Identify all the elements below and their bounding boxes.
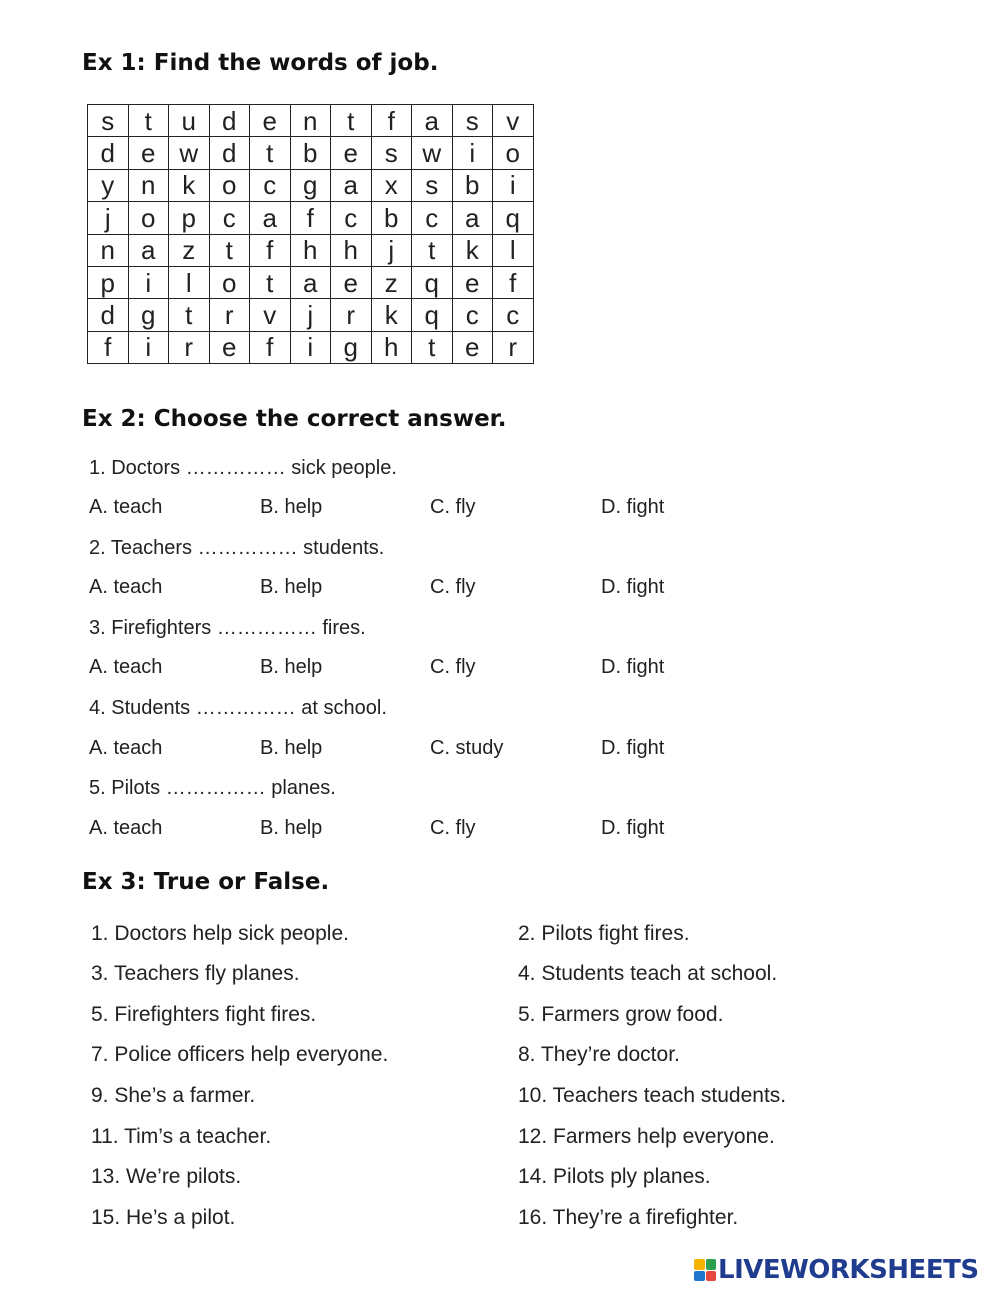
- grid-cell[interactable]: v: [493, 105, 534, 137]
- grid-cell[interactable]: c: [452, 299, 493, 331]
- statement[interactable]: 5. Farmers grow food.: [518, 1003, 724, 1026]
- grid-cell[interactable]: h: [331, 234, 372, 266]
- grid-cell[interactable]: q: [412, 299, 453, 331]
- grid-cell[interactable]: f: [290, 202, 331, 234]
- grid-cell[interactable]: l: [169, 266, 210, 298]
- grid-cell[interactable]: d: [209, 137, 250, 169]
- grid-cell[interactable]: w: [169, 137, 210, 169]
- grid-cell[interactable]: o: [493, 137, 534, 169]
- grid-cell[interactable]: h: [371, 331, 412, 363]
- grid-cell[interactable]: i: [128, 331, 169, 363]
- grid-cell[interactable]: s: [371, 137, 412, 169]
- grid-cell[interactable]: f: [88, 331, 129, 363]
- liveworksheets-logo-icon: [694, 1259, 716, 1281]
- grid-row: [88, 234, 534, 266]
- option-b[interactable]: B. help: [260, 656, 323, 678]
- grid-cell[interactable]: t: [209, 234, 250, 266]
- statement[interactable]: 16. They’re a firefighter.: [518, 1206, 739, 1229]
- grid-cell[interactable]: l: [493, 234, 534, 266]
- grid-cell[interactable]: g: [128, 299, 169, 331]
- grid-cell[interactable]: n: [128, 169, 169, 201]
- logo-square-icon: [694, 1259, 705, 1270]
- grid-cell[interactable]: c: [412, 202, 453, 234]
- grid-cell[interactable]: q: [412, 266, 453, 298]
- logo-square-icon: [706, 1259, 717, 1270]
- grid-cell[interactable]: w: [412, 137, 453, 169]
- question-3: 3. Firefighters …………… fires.: [89, 617, 366, 639]
- liveworksheets-logo: [694, 1254, 990, 1286]
- statement[interactable]: 13. We’re pilots.: [91, 1165, 242, 1188]
- option-a[interactable]: A. teach: [89, 656, 163, 678]
- grid-cell[interactable]: n: [88, 234, 129, 266]
- grid-cell[interactable]: d: [88, 299, 129, 331]
- statement[interactable]: 8. They’re doctor.: [518, 1043, 680, 1066]
- grid-cell[interactable]: z: [371, 266, 412, 298]
- grid-cell[interactable]: a: [452, 202, 493, 234]
- grid-cell[interactable]: b: [290, 137, 331, 169]
- statement[interactable]: 4. Students teach at school.: [518, 962, 778, 985]
- grid-cell[interactable]: b: [452, 169, 493, 201]
- grid-cell[interactable]: i: [290, 331, 331, 363]
- grid-cell[interactable]: t: [412, 331, 453, 363]
- grid-cell[interactable]: o: [209, 266, 250, 298]
- grid-cell[interactable]: p: [169, 202, 210, 234]
- grid-cell[interactable]: y: [88, 169, 129, 201]
- option-d[interactable]: D. fight: [601, 817, 665, 839]
- statement[interactable]: 12. Farmers help everyone.: [518, 1125, 775, 1148]
- grid-cell[interactable]: p: [88, 266, 129, 298]
- grid-cell[interactable]: e: [209, 331, 250, 363]
- grid-row: [88, 331, 534, 363]
- ex3-title: Ex 3: True or False.: [82, 869, 330, 895]
- grid-cell[interactable]: n: [290, 105, 331, 137]
- grid-cell[interactable]: g: [290, 169, 331, 201]
- statement[interactable]: 15. He’s a pilot.: [91, 1206, 236, 1229]
- question-5: 5. Pilots …………… planes.: [89, 777, 336, 799]
- option-c[interactable]: C. fly: [430, 576, 476, 598]
- grid-cell[interactable]: k: [169, 169, 210, 201]
- grid-cell[interactable]: a: [412, 105, 453, 137]
- option-c[interactable]: C. fly: [430, 817, 476, 839]
- grid-row: [88, 105, 534, 137]
- option-b[interactable]: B. help: [260, 817, 323, 839]
- grid-cell[interactable]: a: [290, 266, 331, 298]
- grid-cell[interactable]: u: [169, 105, 210, 137]
- grid-cell[interactable]: j: [290, 299, 331, 331]
- question-3-options: [89, 656, 789, 682]
- statement[interactable]: 5. Firefighters fight fires.: [91, 1003, 317, 1026]
- grid-cell[interactable]: c: [209, 202, 250, 234]
- option-d[interactable]: D. fight: [601, 576, 665, 598]
- grid-row: [88, 299, 534, 331]
- statement[interactable]: 9. She’s a farmer.: [91, 1084, 256, 1107]
- grid-cell[interactable]: i: [128, 266, 169, 298]
- grid-cell[interactable]: c: [331, 202, 372, 234]
- grid-cell[interactable]: i: [493, 169, 534, 201]
- grid-row: [88, 169, 534, 201]
- grid-cell[interactable]: a: [128, 234, 169, 266]
- option-a[interactable]: A. teach: [89, 496, 163, 518]
- option-a[interactable]: A. teach: [89, 817, 163, 839]
- question-4-options: [89, 737, 789, 763]
- grid-cell[interactable]: e: [452, 331, 493, 363]
- grid-cell[interactable]: s: [88, 105, 129, 137]
- grid-cell[interactable]: k: [452, 234, 493, 266]
- logo-square-icon: [706, 1271, 717, 1282]
- grid-cell[interactable]: t: [412, 234, 453, 266]
- grid-cell[interactable]: c: [250, 169, 291, 201]
- grid-cell[interactable]: f: [371, 105, 412, 137]
- grid-cell[interactable]: e: [250, 105, 291, 137]
- grid-cell[interactable]: e: [128, 137, 169, 169]
- grid-cell[interactable]: v: [250, 299, 291, 331]
- question-4: 4. Students …………… at school.: [89, 697, 387, 719]
- grid-cell[interactable]: t: [128, 105, 169, 137]
- grid-cell[interactable]: z: [169, 234, 210, 266]
- grid-cell[interactable]: e: [331, 137, 372, 169]
- grid-cell[interactable]: j: [371, 234, 412, 266]
- grid-cell[interactable]: o: [209, 169, 250, 201]
- grid-cell[interactable]: b: [371, 202, 412, 234]
- question-5-options: [89, 817, 789, 843]
- grid-row: [88, 202, 534, 234]
- grid-cell[interactable]: h: [290, 234, 331, 266]
- grid-cell[interactable]: x: [371, 169, 412, 201]
- grid-cell[interactable]: o: [128, 202, 169, 234]
- grid-cell[interactable]: j: [88, 202, 129, 234]
- word-search-grid: [87, 104, 534, 364]
- grid-cell[interactable]: c: [493, 299, 534, 331]
- grid-cell[interactable]: d: [209, 105, 250, 137]
- grid-cell[interactable]: g: [331, 331, 372, 363]
- question-1: 1. Doctors …………… sick people.: [89, 457, 397, 479]
- grid-cell[interactable]: e: [452, 266, 493, 298]
- ex1-title: Ex 1: Find the words of job.: [82, 50, 439, 76]
- option-a[interactable]: A. teach: [89, 737, 163, 759]
- grid-cell[interactable]: t: [331, 105, 372, 137]
- grid-cell[interactable]: s: [412, 169, 453, 201]
- grid-row: [88, 266, 534, 298]
- question-2-options: [89, 576, 789, 602]
- statement[interactable]: 1. Doctors help sick people.: [91, 922, 349, 945]
- grid-cell[interactable]: f: [250, 234, 291, 266]
- statement[interactable]: 3. Teachers fly planes.: [91, 962, 300, 985]
- option-d[interactable]: D. fight: [601, 496, 665, 518]
- option-c[interactable]: C. study: [430, 737, 504, 759]
- grid-cell[interactable]: e: [331, 266, 372, 298]
- statement[interactable]: 2. Pilots fight fires.: [518, 922, 690, 945]
- option-b[interactable]: B. help: [260, 496, 323, 518]
- grid-cell[interactable]: a: [250, 202, 291, 234]
- question-2: 2. Teachers …………… students.: [89, 537, 385, 559]
- grid-cell[interactable]: f: [250, 331, 291, 363]
- option-c[interactable]: C. fly: [430, 496, 476, 518]
- option-d[interactable]: D. fight: [601, 656, 665, 678]
- logo-square-icon: [694, 1271, 705, 1282]
- grid-cell[interactable]: t: [169, 299, 210, 331]
- grid-row: [88, 137, 534, 169]
- grid-cell[interactable]: r: [331, 299, 372, 331]
- ex2-title: Ex 2: Choose the correct answer.: [82, 406, 507, 432]
- grid-cell[interactable]: r: [493, 331, 534, 363]
- option-a[interactable]: A. teach: [89, 576, 163, 598]
- statement[interactable]: 7. Police officers help everyone.: [91, 1043, 389, 1066]
- grid-cell[interactable]: k: [371, 299, 412, 331]
- grid-cell[interactable]: q: [493, 202, 534, 234]
- option-c[interactable]: C. fly: [430, 656, 476, 678]
- statement[interactable]: 14. Pilots ply planes.: [518, 1165, 711, 1188]
- question-1-options: [89, 496, 789, 522]
- grid-cell[interactable]: a: [331, 169, 372, 201]
- option-b[interactable]: B. help: [260, 737, 323, 759]
- grid-cell[interactable]: s: [452, 105, 493, 137]
- logo-text: LIVEWORKSHEETS: [718, 1255, 979, 1285]
- option-d[interactable]: D. fight: [601, 737, 665, 759]
- grid-cell[interactable]: f: [493, 266, 534, 298]
- grid-cell[interactable]: t: [250, 266, 291, 298]
- statement[interactable]: 10. Teachers teach students.: [518, 1084, 787, 1107]
- grid-cell[interactable]: t: [250, 137, 291, 169]
- grid-cell[interactable]: r: [169, 331, 210, 363]
- option-b[interactable]: B. help: [260, 576, 323, 598]
- grid-cell[interactable]: d: [88, 137, 129, 169]
- grid-cell[interactable]: i: [452, 137, 493, 169]
- statement[interactable]: 11. Tim’s a teacher.: [91, 1125, 272, 1148]
- grid-cell[interactable]: r: [209, 299, 250, 331]
